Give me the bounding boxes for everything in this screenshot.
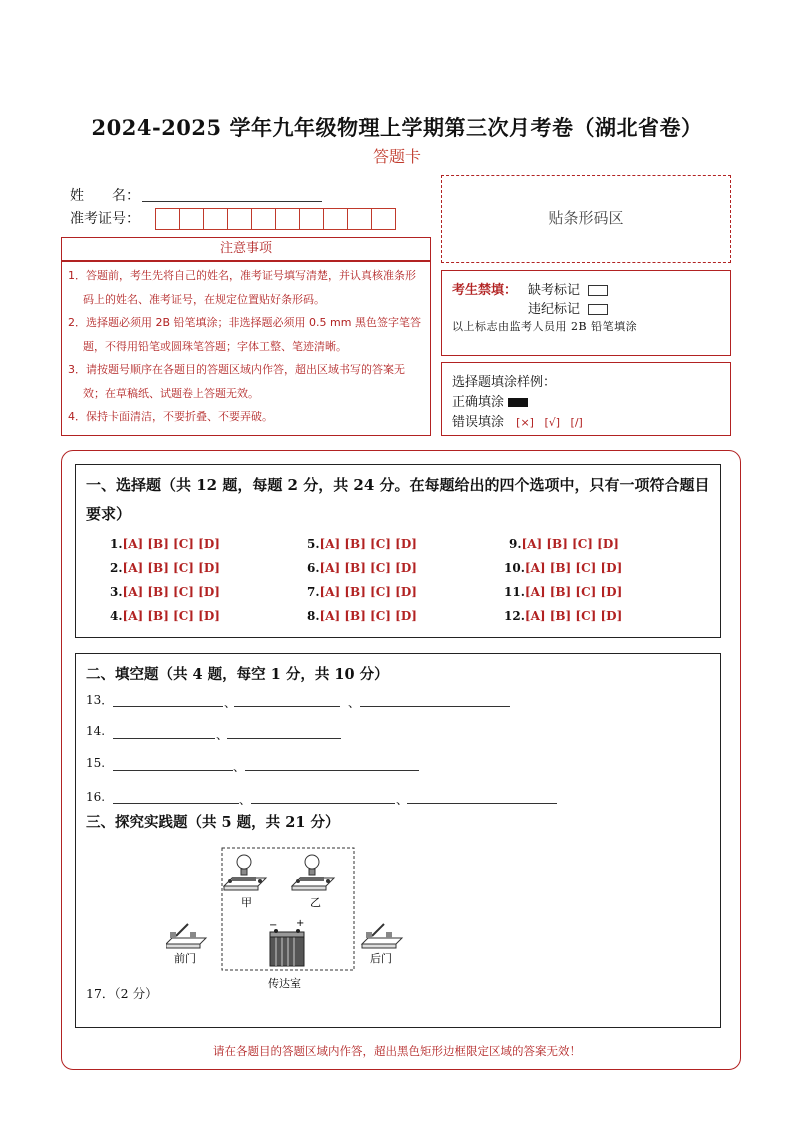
- question-12: 12.[A] [B] [C] [D]: [504, 609, 623, 623]
- id-digit-box[interactable]: [227, 208, 252, 230]
- violation-mark-box[interactable]: [588, 304, 608, 315]
- circuit-figure: [166, 844, 416, 994]
- question-5: 5.[A] [B] [C] [D]: [307, 537, 417, 551]
- name-label: 姓 名：: [70, 188, 140, 204]
- notice-item: 3．请按题号顺序在各题目的答题区域内作答，超出区域书写的答案无效；在草稿纸、试题卷上答题无效。: [68, 363, 405, 400]
- section2-3-box: [75, 653, 721, 1028]
- q15-blank-1[interactable]: [113, 770, 233, 771]
- id-digit-box[interactable]: [347, 208, 372, 230]
- q13-blank-3[interactable]: [360, 706, 510, 707]
- absent-mark-row: [528, 279, 608, 298]
- lamp-jia-icon: [224, 855, 266, 890]
- wrong-fill-label: 错误填涂: [452, 415, 505, 430]
- front-switch-icon: [166, 924, 206, 948]
- label-yi: 乙: [310, 896, 321, 909]
- notice-heading-box: [61, 237, 431, 261]
- page-title: 2024-2025 学年九年级物理上学期第三次月考卷（湖北省卷）: [91, 115, 703, 140]
- correct-fill-mark: [508, 398, 528, 407]
- id-digit-box[interactable]: [155, 208, 180, 230]
- id-digit-box[interactable]: [179, 208, 204, 230]
- notice-box: [61, 261, 431, 436]
- q15-blank-2[interactable]: [245, 770, 419, 771]
- q16-blank-3[interactable]: [407, 803, 557, 804]
- notice-item: 4．保持卡面清洁，不要折叠、不要弄破。: [68, 410, 273, 423]
- separator: 、: [216, 728, 229, 742]
- q16-label: 16.: [86, 790, 106, 804]
- correct-fill-label: 正确填涂: [452, 395, 505, 410]
- id-digit-box[interactable]: [251, 208, 276, 230]
- label-front-door: 前门: [174, 952, 196, 965]
- question-10: 10.[A] [B] [C] [D]: [504, 561, 623, 575]
- id-digit-box[interactable]: [299, 208, 324, 230]
- separator: 、: [396, 793, 409, 807]
- fill-sample-box: [441, 362, 731, 436]
- id-digit-box[interactable]: [371, 208, 396, 230]
- id-digit-box[interactable]: [323, 208, 348, 230]
- question-9: 9.[A] [B] [C] [D]: [509, 537, 619, 551]
- label-room: 传达室: [268, 977, 301, 990]
- question-1: 1.[A] [B] [C] [D]: [110, 537, 220, 551]
- q13-blank-2[interactable]: [234, 706, 340, 707]
- question-2: 2.[A] [B] [C] [D]: [110, 561, 220, 575]
- exam-marks-box: [441, 270, 731, 356]
- section3-title: 三、探究实践题（共 5 题，共 21 分）: [86, 814, 340, 831]
- wrong-fill-row: [452, 411, 583, 430]
- section2-title: 二、填空题（共 4 题，每空 1 分，共 10 分）: [86, 666, 389, 683]
- violation-mark-label: 违纪标记: [528, 302, 581, 317]
- q15-label: 15.: [86, 756, 106, 770]
- question-11: 11.[A] [B] [C] [D]: [504, 585, 623, 599]
- battery-minus: −: [269, 920, 278, 931]
- question-3: 3.[A] [B] [C] [D]: [110, 585, 220, 599]
- id-number-boxes[interactable]: [155, 208, 395, 230]
- violation-mark-row: [528, 298, 608, 317]
- id-digit-box[interactable]: [203, 208, 228, 230]
- barcode-label: 贴条形码区: [548, 209, 624, 227]
- question-6: 6.[A] [B] [C] [D]: [307, 561, 417, 575]
- q17-label: 17．（2 分）: [86, 986, 158, 1001]
- separator: 、: [233, 760, 246, 774]
- absent-mark-label: 缺考标记: [528, 283, 581, 298]
- fill-sample-title: 选择题填涂样例：: [452, 375, 557, 390]
- notice-heading: 注意事项: [219, 241, 272, 256]
- q13-blank-1[interactable]: [113, 706, 223, 707]
- barcode-area: [441, 175, 731, 263]
- exam-marks-label: 考生禁填：: [452, 283, 518, 298]
- battery-icon: [270, 929, 304, 966]
- q16-blank-2[interactable]: [251, 803, 395, 804]
- absent-mark-box[interactable]: [588, 285, 608, 296]
- q16-blank-1[interactable]: [113, 803, 239, 804]
- label-back-door: 后门: [370, 952, 392, 965]
- label-jia: 甲: [241, 896, 252, 909]
- back-switch-icon: [362, 924, 402, 948]
- correct-fill-row: [452, 391, 528, 410]
- footer-note: 请在各题目的答题区域内作答，超出黑色矩形边框限定区域的答案无效！: [213, 1044, 581, 1058]
- separator: 、: [239, 793, 252, 807]
- name-field[interactable]: [142, 201, 322, 202]
- notice-item: 2．选择题必须用 2B 铅笔填涂；非选择题必须用 0.5 mm 黑色签字笔答题，不得用铅笔或圆珠笔答题；字体工整、笔迹清晰。: [68, 316, 421, 353]
- separator: 、: [348, 696, 361, 710]
- section1-box: [75, 464, 721, 638]
- q14-label: 14.: [86, 724, 106, 738]
- question-4: 4.[A] [B] [C] [D]: [110, 609, 220, 623]
- page-subtitle: 答题卡: [372, 147, 421, 166]
- exam-marks-note: 以上标志由监考人员用 2B 铅笔填涂: [452, 320, 638, 333]
- section1-title: 一、选择题（共 12 题，每题 2 分，共 24 分。在每题给出的四个选项中，只有一项符合题目要求）: [86, 476, 710, 523]
- wrong-fill-marks: [×] [√] [/]: [516, 416, 583, 429]
- q14-blank-1[interactable]: [113, 738, 215, 739]
- lamp-yi-icon: [292, 855, 334, 890]
- id-digit-box[interactable]: [275, 208, 300, 230]
- q14-blank-2[interactable]: [227, 738, 341, 739]
- question-7: 7.[A] [B] [C] [D]: [307, 585, 417, 599]
- id-label: 准考证号：: [70, 211, 140, 227]
- separator: 、: [224, 696, 237, 710]
- notice-item: 1．答题前，考生先将自己的姓名，准考证号填写清楚，并认真核准条形码上的姓名、准考证号，在规定位置贴好条形码。: [68, 269, 416, 306]
- q13-label: 13．: [86, 693, 114, 707]
- battery-plus: +: [296, 918, 305, 929]
- question-8: 8.[A] [B] [C] [D]: [307, 609, 417, 623]
